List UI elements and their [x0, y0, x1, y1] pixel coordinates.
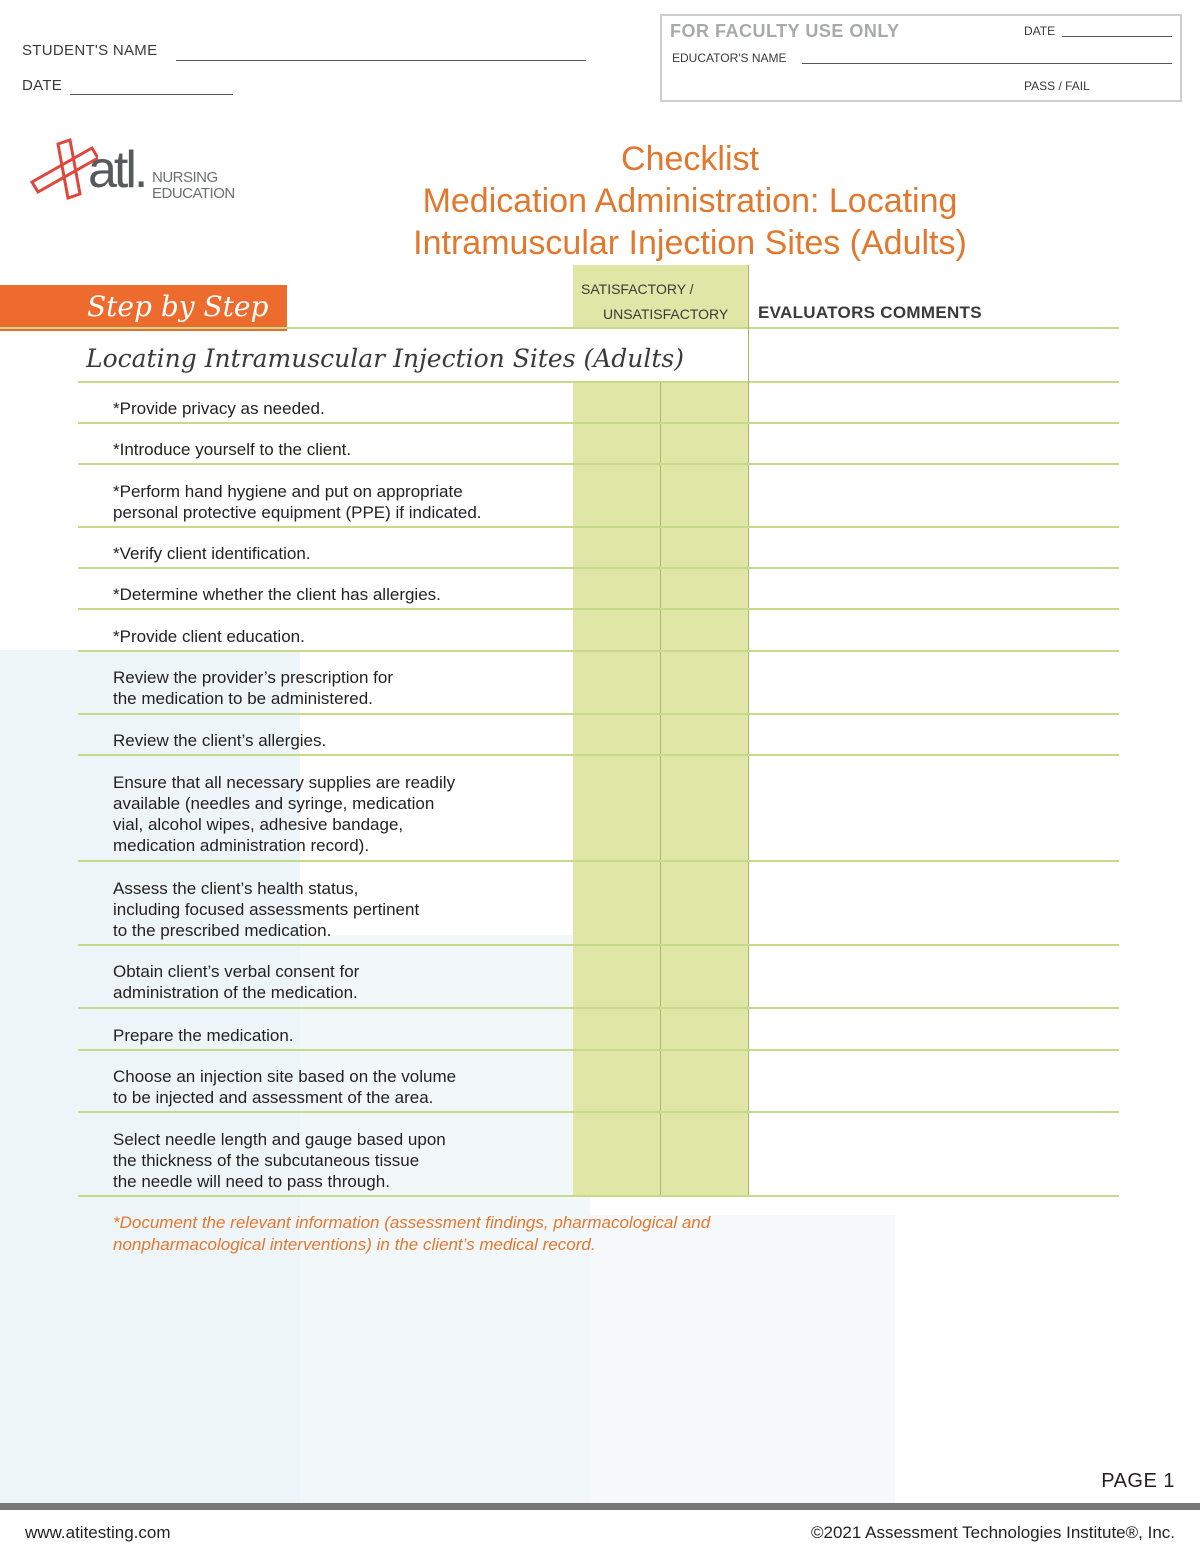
checklist-step: *Provide privacy as needed. [113, 399, 325, 418]
checklist-step: Ensure that all necessary supplies are readily available (needles and syringe, medication vial, alcohol wipes, adhesive bandage, medication administration record). [113, 773, 456, 855]
documentation-footnote: *Document the relevant information (assessment findings, pharmacological and nonpharmacological interventions) in the client’s medical record. [113, 1213, 711, 1254]
footer-copyright: ©2021 Assessment Technologies Institute®, Inc. [811, 1523, 1175, 1542]
logo-brand: atl. [88, 141, 146, 199]
row-rule [78, 526, 1119, 528]
section-title: Locating Intramuscular Injection Sites (Adults) [86, 344, 685, 373]
faculty-box [660, 14, 1182, 102]
faculty-title: FOR FACULTY USE ONLY [670, 21, 900, 41]
checklist-step: Choose an injection site based on the volume to be injected and assessment of the area. [113, 1067, 457, 1107]
column-divider [748, 265, 749, 1197]
faculty-date-label: DATE [1024, 24, 1056, 38]
satisfactory-header [573, 265, 749, 327]
title-line2: Medication Administration: Locating [422, 182, 958, 220]
step-by-step-label: Step by Step [87, 290, 269, 323]
header-rule [0, 327, 1119, 329]
pass-fail-label: PASS / FAIL [1024, 79, 1090, 93]
checklist-step: *Provide client education. [113, 627, 305, 646]
checklist-step: Assess the client’s health status, including focused assessments pertinent to the prescribed medication. [113, 879, 420, 940]
unsatisfactory-label: UNSATISFACTORY [603, 306, 729, 322]
row-rule [78, 650, 1119, 652]
student-date-label: DATE [22, 77, 63, 94]
student-name-field[interactable] [176, 60, 586, 61]
checklist-step: Review the provider’s prescription for the medication to be administered. [113, 668, 393, 708]
step-by-step-banner [0, 285, 287, 331]
footer-url[interactable]: www.atitesting.com [25, 1523, 171, 1542]
page-number: PAGE 1 [1101, 1470, 1175, 1492]
row-rule [78, 1007, 1119, 1009]
row-rule [78, 422, 1119, 424]
checklist-step: *Determine whether the client has allergies. [113, 585, 441, 604]
row-rule [78, 1111, 1119, 1113]
row-rule [78, 463, 1119, 465]
satisfactory-label: SATISFACTORY / [581, 281, 694, 297]
logo-subtitle [152, 170, 235, 202]
section-rule [78, 381, 1119, 383]
checklist-step: Prepare the medication. [113, 1026, 294, 1045]
row-rule [78, 567, 1119, 569]
column-divider [660, 383, 661, 1197]
row-rule [78, 608, 1119, 610]
logo-line2: EDUCATION [152, 185, 235, 202]
atl-logo [28, 138, 258, 218]
checklist-step: Select needle length and gauge based upon the thickness of the subcutaneous tissue the needle will need to pass through. [113, 1130, 446, 1191]
logo-line1: NURSING [152, 169, 218, 186]
student-date-field[interactable] [70, 94, 233, 95]
faculty-date-field[interactable] [1062, 36, 1172, 37]
checklist-step: *Perform hand hygiene and put on appropriate personal protective equipment (PPE) if indicated. [113, 482, 482, 522]
student-name-label: STUDENT'S NAME [22, 42, 158, 59]
title-line1: Checklist [621, 140, 759, 178]
checklist-step: *Introduce yourself to the client. [113, 440, 352, 459]
checklist-step: Obtain client’s verbal consent for administration of the medication. [113, 962, 360, 1002]
educator-name-label: EDUCATOR'S NAME [672, 51, 787, 65]
educator-name-field[interactable] [802, 63, 1172, 64]
satisfactory-column [573, 383, 749, 1197]
row-rule [78, 1195, 1119, 1197]
footer-bar [0, 1503, 1200, 1510]
row-rule [78, 754, 1119, 756]
checklist-step: Review the client’s allergies. [113, 731, 327, 750]
row-rule [78, 860, 1119, 862]
background-tint [590, 1215, 895, 1510]
row-rule [78, 944, 1119, 946]
row-rule [78, 1049, 1119, 1051]
evaluators-comments-header: EVALUATORS COMMENTS [758, 303, 982, 322]
page-title [340, 138, 1040, 264]
checklist-step: *Verify client identification. [113, 544, 311, 563]
title-line3: Intramuscular Injection Sites (Adults) [413, 224, 967, 262]
row-rule [78, 713, 1119, 715]
